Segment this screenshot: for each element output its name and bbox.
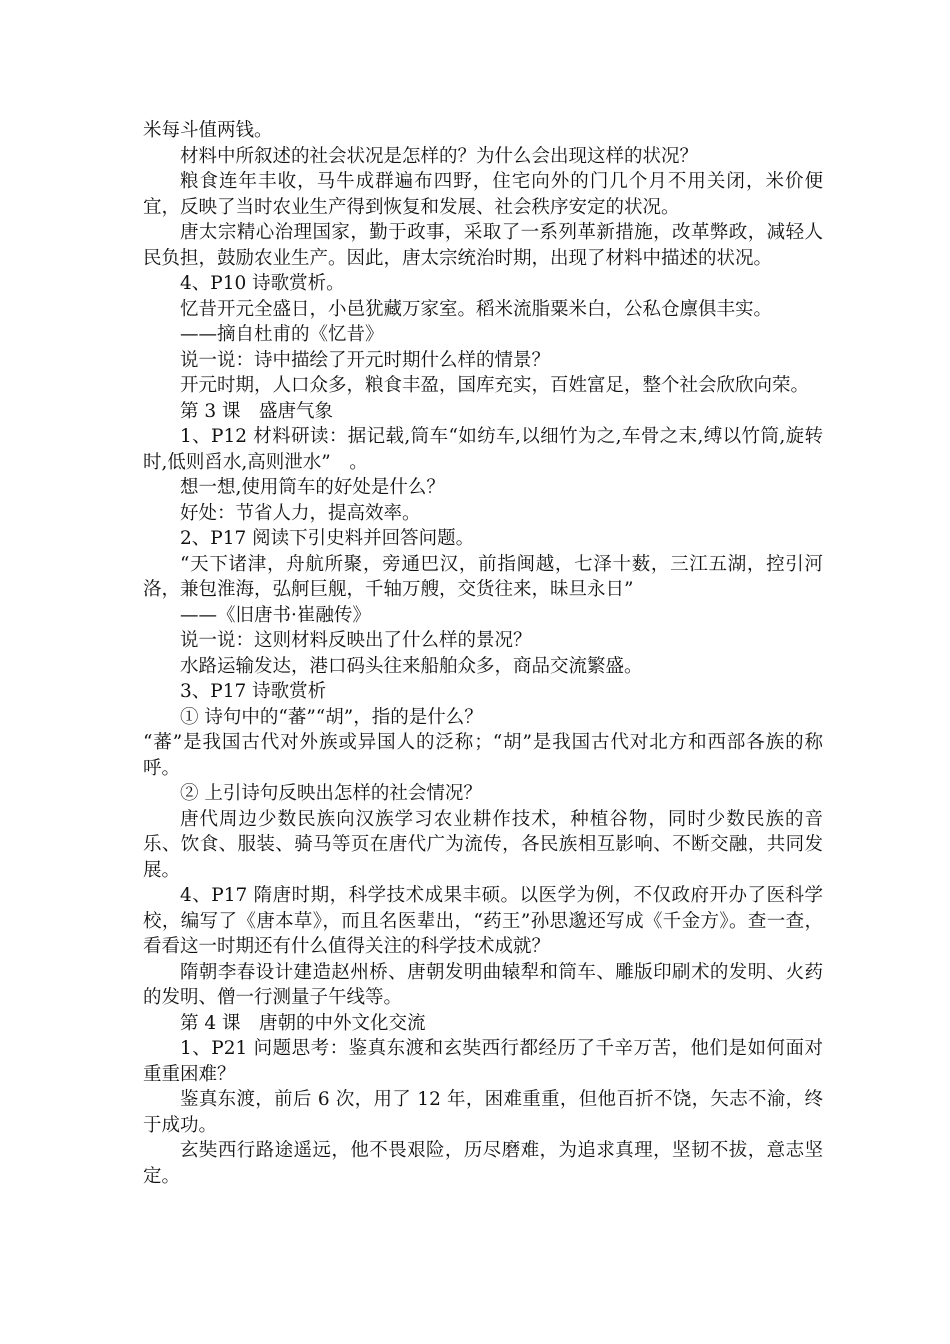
- section-heading: 2、P17 阅读下引史料并回答问题。: [180, 528, 475, 549]
- answer-paragraph: 鉴真东渡，前后 6 次，用了 12 年，困难重重，但他百折不饶，矢志不渝，终于成功。: [143, 1089, 823, 1136]
- paragraph: 米每斗值两钱。: [143, 120, 273, 141]
- section-heading: 3、P17 诗歌赏析: [180, 681, 327, 702]
- section-heading: 1、P12 材料研读：据记载,筒车“如纺车,以细竹为之,车骨之末,缚以竹筒,旋转时,低则舀水,高则泄水” 。: [143, 426, 823, 473]
- answer-paragraph: “蕃”是我国古代对外族或异国人的泛称；“胡”是我国古代对北方和西部各族的称呼。: [143, 732, 823, 779]
- poem-paragraph: 忆昔开元全盛日，小邑犹藏万家室。稻米流脂粟米白，公私仓廪俱丰实。: [180, 298, 773, 320]
- question-paragraph: 说一说：诗中描绘了开元时期什么样的情景？: [180, 349, 551, 371]
- poem-source: ——摘自杜甫的《忆昔》: [180, 324, 384, 345]
- question-paragraph: ② 上引诗句反映出怎样的社会情况？: [180, 783, 482, 804]
- answer-paragraph: 开元时期，人口众多，粮食丰盈，国库充实，百姓富足，整个社会欣欣向荣。: [180, 375, 810, 396]
- answer-paragraph: 粮食连年丰收，马牛成群遍布四野，住宅向外的门几个月不用关闭，米价便宜，反映了当时农业生产得到恢复和发展、社会秩序安定的状况。: [143, 171, 823, 218]
- answer-paragraph: 玄奘西行路途遥远，他不畏艰险，历尽磨难，为追求真理，坚韧不拔，意志坚定。: [143, 1140, 823, 1187]
- question-paragraph: 说一说：这则材料反映出了什么样的景况？: [180, 630, 532, 651]
- answer-paragraph: 隋朝李春设计建造赵州桥、唐朝发明曲辕犁和筒车、雕版印刷术的发明、火药的发明、僧一行测量子午线等。: [143, 961, 823, 1008]
- section-heading: 4、P17 隋唐时期，科学技术成果丰硕。以医学为例，不仅政府开办了医科学校，编写了《唐本草》，而且名医辈出，“药王”孙思邈还写成《千金方》。查一查，看看这一时期还有什么值得关注的科学技术成就？: [143, 885, 823, 957]
- question-paragraph: 想一想,使用筒车的好处是什么？: [180, 477, 445, 498]
- answer-paragraph: 好处：节省人力，提高效率。: [180, 502, 421, 524]
- lesson-heading: 第 4 课 唐朝的中外文化交流: [180, 1012, 426, 1034]
- question-paragraph: 材料中所叙述的社会状况是怎样的？为什么会出现这样的状况？: [180, 145, 699, 167]
- quote-paragraph: “天下诸津，舟航所聚，旁通巴汉，前指闽越，七泽十薮，三江五湖，控引河洛，兼包淮海，弘舸巨舰，千轴万艘，交货往来，昧旦永日”: [143, 553, 823, 600]
- section-heading: 1、P21 问题思考：鉴真东渡和玄奘西行都经历了千辛万苦，他们是如何面对重重困难？: [143, 1038, 823, 1085]
- document-body: [143, 118, 823, 1189]
- question-paragraph: ① 诗句中的“蕃”“胡”，指的是什么？: [180, 706, 483, 728]
- answer-paragraph: 唐代周边少数民族向汉族学习农业耕作技术，种植谷物，同时少数民族的音乐、饮食、服装、骑马等页在唐代广为流传，各民族相互影响、不断交融，共同发展。: [143, 808, 823, 881]
- quote-source: ——《旧唐书·崔融传》: [180, 604, 371, 626]
- answer-paragraph: 水路运输发达，港口码头往来船舶众多，商品交流繁盛。: [180, 655, 643, 677]
- answer-paragraph: 唐太宗精心治理国家，勤于政事，采取了一系列革新措施，改革弊政，减轻人民负担，鼓励农业生产。因此，唐太宗统治时期，出现了材料中描述的状况。: [143, 222, 823, 269]
- lesson-heading: 第 3 课 盛唐气象: [180, 400, 334, 422]
- section-heading: 4、P10 诗歌赏析。: [180, 273, 345, 294]
